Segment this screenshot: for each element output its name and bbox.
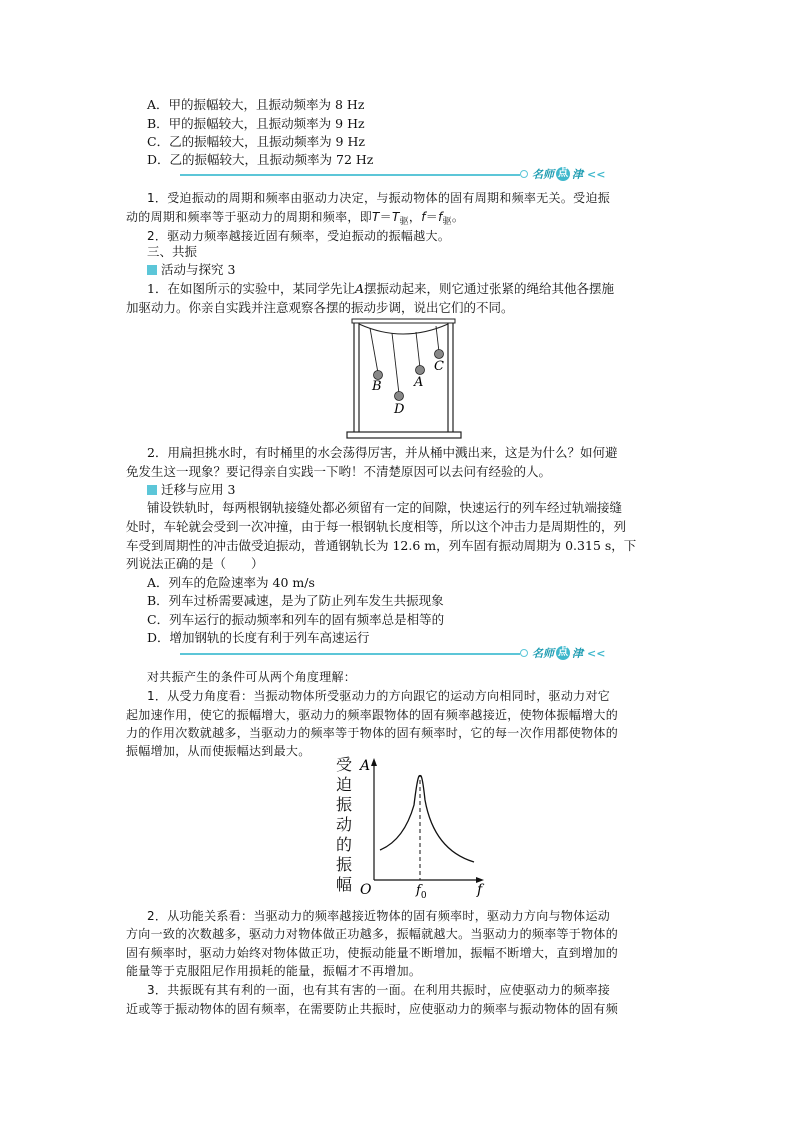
option-b: B．甲的振幅较大，且振动频率为 9 Hz	[147, 116, 365, 131]
origin-label: O	[360, 882, 372, 898]
app-line3: 车受到周期性的冲击做受迫振动，普通钢轨长为 12.6 m，列车固有振动周期为 0.315 s，下	[126, 538, 637, 553]
option-c: C．乙的振幅较大，且振动频率为 9 Hz	[147, 134, 365, 149]
resonance-graph	[334, 750, 494, 900]
note1-line2: 动的周期和频率等于驱动力的周期和频率，即$T=T_驱$，$f=f_驱$。	[126, 210, 465, 227]
ylabel-char: 动	[336, 815, 353, 834]
note2-p3-l2: 近或等于振动物体的固有频率，在需要防止共振时，应使驱动力的频率与振动物体的固有频	[126, 1002, 619, 1016]
x-axis-label: f	[477, 882, 483, 898]
app-option-c: C．列车运行的振动频率和列车的固有频率总是相等的	[147, 612, 445, 627]
app-option-b: B．列车过桥需要减速，是为了防止列车发生共振现象	[147, 593, 444, 608]
note2-p2-l4: 能量等于克服阻尼作用损耗的能量，振幅才不再增加。	[126, 964, 422, 978]
label-d: D	[394, 402, 405, 417]
ylabel-char: 的	[336, 835, 353, 854]
note2-p1-l4: 振幅增加，从而使振幅达到最大。	[126, 744, 311, 758]
note2-p3-l1: 3．共振既有其有利的一面，也有其有害的一面。在利用共振时，应使驱动力的频率接	[147, 983, 611, 997]
note2-p1-l1: 1．从受力角度看：当振动物体所受驱动力的方向跟它的运动方向相同时，驱动力对它	[147, 689, 611, 703]
taut-string	[359, 324, 448, 334]
right-post	[448, 322, 453, 434]
label-b: B	[372, 379, 382, 394]
activity-q1-line1: 1．在如图所示的实验中，某同学先让A摆振动起来，则它通过张紧的绳给其他各摆施	[147, 281, 615, 296]
pendulum-a-bob	[416, 366, 425, 375]
activity-tag-icon	[147, 265, 157, 275]
famous-teacher-divider-2	[180, 646, 648, 660]
app-line1: 铺设铁轨时，每两根钢轨接缝处都必须留有一定的间隙，快速运行的列车经过轨端接缝	[147, 500, 623, 515]
note2-p1-l2: 起加速作用，使它的振幅增大，驱动力的频率跟物体的固有频率越接近，使物体振幅增大的	[126, 708, 619, 722]
ylabel-char: 振	[336, 855, 353, 874]
transfer-tag-icon	[147, 485, 157, 495]
activity-q1-line2: 加驱动力。你亲自实践并注意观察各摆的振动步调，说出它们的不同。	[126, 300, 514, 315]
resonance-curve	[380, 776, 474, 863]
option-a: A．甲的振幅较大，且振动频率为 8 Hz	[147, 97, 365, 112]
note1-line3: 2．驱动力频率越接近固有频率，受迫振动的振幅越大。	[147, 229, 451, 243]
y-axis-label: A	[360, 758, 371, 774]
activity-q2-line2: 免发生这一现象？要记得亲自实践一下哟！不清楚原因可以去问有经验的人。	[126, 464, 552, 479]
app-line2: 处时，车轮就会受到一次冲撞，由于每一根钢轨长度相等，所以这个冲击力是周期性的，列	[126, 519, 627, 534]
note2-p2-l3: 固有频率时，驱动力始终对物体做正功，使振动能量不断增加，振幅不断增大，直到增加的	[126, 946, 619, 960]
note2-p2-l2: 方向一致的次数越多，驱动力对物体做正功越多，振幅就越大。当驱动力的频率等于物体的	[126, 927, 619, 941]
transfer-heading: 迁移与应用 3	[147, 481, 235, 499]
top-bar	[352, 319, 455, 323]
app-option-a: A．列车的危险速率为 40 m/s	[147, 575, 315, 590]
left-post	[354, 322, 359, 434]
famous-teacher-badge-2: 名师 点 津 <<	[532, 646, 606, 660]
pendulum-d-bob	[395, 392, 404, 401]
note1-line1: 1．受迫振动的周期和频率由驱动力决定，与振动物体的固有周期和频率无关。受迫振	[147, 191, 611, 205]
pendulum-figure	[346, 318, 462, 440]
section-heading: 三、共振	[147, 244, 198, 259]
app-option-d: D．增加钢轨的长度有利于列车高速运行	[147, 630, 370, 645]
ylabel-char: 受	[336, 755, 353, 774]
ylabel-char: 振	[336, 795, 353, 814]
option-d: D．乙的振幅较大，且振动频率为 72 Hz	[147, 152, 374, 167]
ylabel-char: 迫	[336, 775, 353, 794]
activity-q2-line1: 2．用扁担挑水时，有时桶里的水会荡得厉害，并从桶中溅出来，这是为什么？如何避	[147, 445, 618, 460]
pendulum-c-bob	[435, 350, 444, 359]
f0-label: $f_0$	[416, 883, 427, 900]
base	[347, 432, 461, 438]
note2-p2-l1: 2．从功能关系看：当驱动力的频率越接近物体的固有频率时，驱动力方向与物体运动	[147, 909, 611, 923]
app-line4: 列说法正确的是（ ）	[126, 556, 264, 571]
note2-intro: 对共振产生的条件可从两个角度理解：	[147, 670, 357, 684]
label-c: C	[434, 359, 444, 374]
famous-teacher-divider	[180, 167, 648, 181]
ylabel-char: 幅	[336, 875, 353, 894]
label-a: A	[414, 375, 424, 390]
activity-heading: 活动与探究 3	[147, 261, 235, 279]
note2-p1-l3: 力的作用次数就越多，当驱动力的频率等于物体的固有频率时，它的每一次作用都使物体的	[126, 726, 619, 740]
famous-teacher-badge: 名师 点 津 <<	[532, 167, 606, 181]
